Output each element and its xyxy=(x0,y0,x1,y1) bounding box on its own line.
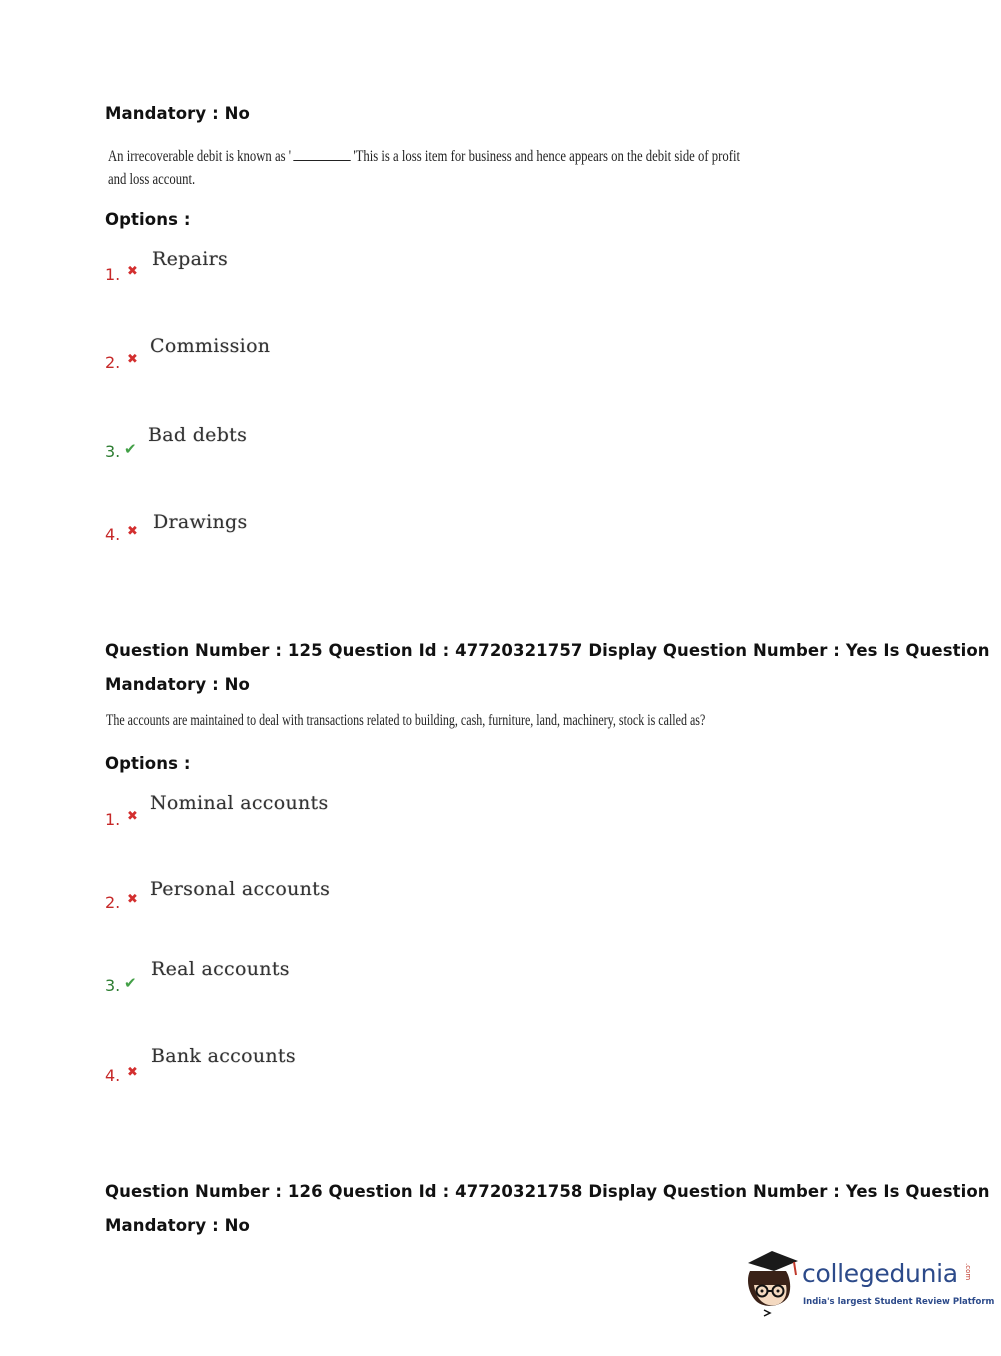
logo-domain: .com xyxy=(964,1263,972,1281)
q124-option-4-number: 4. xyxy=(105,525,121,544)
mascot-icon xyxy=(742,1249,802,1319)
q125-question-text: The accounts are maintained to deal with transactions related to building, cash, furniture, land, machinery, stock is called as? xyxy=(106,712,706,729)
q125-option-1-text: Nominal accounts xyxy=(150,792,329,814)
q124-option-1-text: Repairs xyxy=(152,248,229,270)
cross-icon: ✖ xyxy=(127,809,138,824)
q126-mandatory: Mandatory : No xyxy=(105,1216,250,1235)
q125-option-4-text: Bank accounts xyxy=(151,1045,296,1067)
q125-header: Question Number : 125 Question Id : 47720321757 Display Question Number : Yes Is Question xyxy=(105,641,990,660)
q124-option-3-text: Bad debts xyxy=(148,424,248,446)
q124-text-part2: 'This is a loss item for business and hence appears on the debit side of profit xyxy=(353,148,741,165)
logo-tagline: India's largest Student Review Platform xyxy=(803,1297,995,1307)
q124-option-1-number: 1. xyxy=(105,265,121,284)
q124-question-text xyxy=(108,146,740,166)
q124-option-2-number: 2. xyxy=(105,353,121,372)
q124-option-2-text: Commission xyxy=(150,335,271,357)
q124-blank xyxy=(293,146,350,161)
q124-text-part1: An irrecoverable debit is known as ' xyxy=(108,148,292,165)
q124-options-label: Options : xyxy=(105,210,191,229)
cross-icon: ✖ xyxy=(127,352,138,367)
q125-option-2-number: 2. xyxy=(105,893,121,912)
q124-option-4-text: Drawings xyxy=(153,511,248,533)
q125-option-4-number: 4. xyxy=(105,1066,121,1085)
q124-question-text-line2: and loss account. xyxy=(108,171,196,188)
cross-icon: ✖ xyxy=(127,892,138,907)
q125-options-label: Options : xyxy=(105,754,191,773)
q124-option-3-number: 3. xyxy=(105,442,121,461)
q126-header: Question Number : 126 Question Id : 47720321758 Display Question Number : Yes Is Question xyxy=(105,1182,990,1201)
cross-icon: ✖ xyxy=(127,264,138,279)
cross-icon: ✖ xyxy=(127,1065,138,1080)
q125-mandatory: Mandatory : No xyxy=(105,675,250,694)
q125-option-2-text: Personal accounts xyxy=(150,878,331,900)
logo-wordmark: collegedunia xyxy=(802,1259,958,1288)
q125-option-1-number: 1. xyxy=(105,810,121,829)
check-icon: ✔ xyxy=(124,440,137,458)
q125-option-3-number: 3. xyxy=(105,976,121,995)
q124-mandatory: Mandatory : No xyxy=(105,104,250,123)
q125-option-3-text: Real accounts xyxy=(151,958,290,980)
collegedunia-logo[interactable] xyxy=(742,1249,995,1319)
cross-icon: ✖ xyxy=(127,524,138,539)
check-icon: ✔ xyxy=(124,974,137,992)
